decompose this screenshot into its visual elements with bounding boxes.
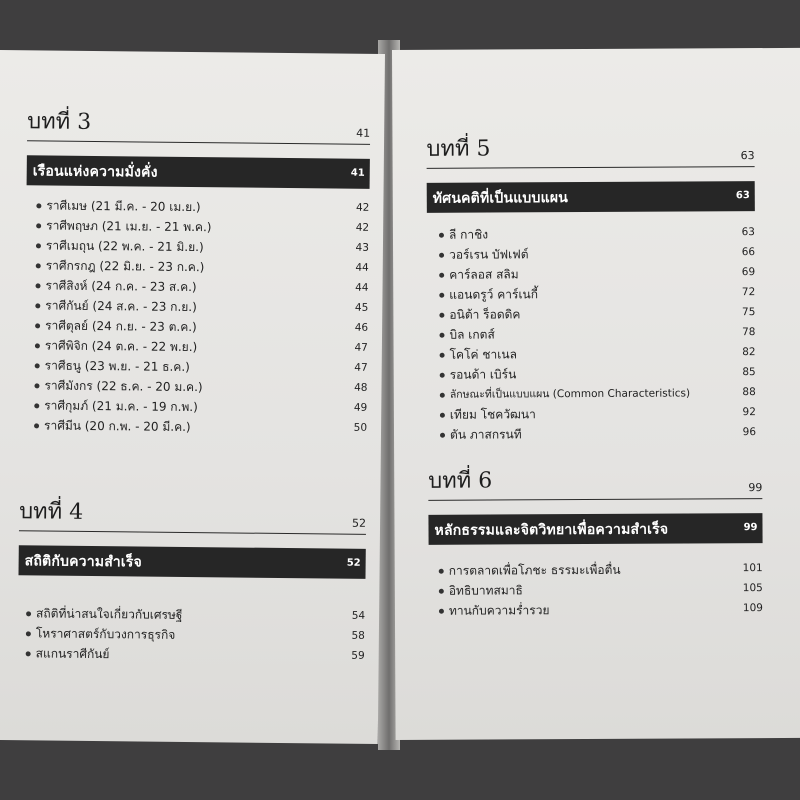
bullet-icon: [35, 343, 40, 348]
chapter-label: บทที่ 4: [19, 499, 84, 525]
bullet-icon: [35, 323, 40, 328]
list-item: ราศีกรกฎ (22 มิ.ย. - 23 ก.ค.) 44: [26, 255, 369, 279]
list-item: ตัน ภาสกรนที 96: [428, 423, 756, 445]
list-item: เทียม โชควัฒนา 92: [428, 403, 756, 425]
chapter-title-banner: [19, 545, 366, 579]
chapter-heading: [428, 464, 762, 501]
chapter-title-banner: [27, 155, 370, 189]
chapter-3: [24, 106, 370, 439]
bullet-icon: [26, 651, 31, 656]
chapter-label: บทที่ 3: [27, 109, 92, 135]
bullet-icon: [36, 283, 41, 288]
list-item: ราศีสิงห์ (24 ก.ค. - 23 ส.ค.) 44: [25, 275, 368, 299]
bullet-icon: [439, 253, 444, 258]
list-item: ราศีพิจิก (24 ต.ค. - 22 พ.ย.) 47: [25, 335, 368, 359]
list-item: วอร์เรน บัฟเฟต์ 66: [427, 243, 755, 265]
left-page: [0, 50, 385, 744]
bullet-icon: [439, 313, 444, 318]
list-item: สแกนราศีกันย์ 59: [18, 643, 365, 667]
list-item: แอนดรูว์ คาร์เนกี้ 72: [427, 283, 755, 305]
list-item: ทานกับความร่ำรวย 109: [429, 599, 763, 621]
chapter-6: [428, 464, 763, 621]
right-page: [392, 48, 800, 740]
bullet-icon: [440, 413, 445, 418]
chapter-title-page: 63: [735, 190, 750, 202]
bullet-icon: [440, 353, 445, 358]
bullet-icon: [439, 273, 444, 278]
bullet-icon: [36, 223, 41, 228]
bullet-icon: [36, 203, 41, 208]
list-item: สถิติที่น่าสนใจเกี่ยวกับเศรษฐี 54: [18, 603, 365, 627]
list-item: ราศีมังกร (22 ธ.ค. - 20 ม.ค.) 48: [24, 375, 367, 399]
chapter-page-number: 41: [356, 126, 371, 140]
toc-list: [429, 559, 763, 621]
list-item: โหราศาสตร์กับวงการธุรกิจ 58: [18, 623, 365, 647]
bullet-icon: [439, 293, 444, 298]
bullet-icon: [440, 433, 445, 438]
bullet-icon: [34, 403, 39, 408]
chapter-page-number: 63: [740, 149, 755, 163]
bullet-icon: [439, 589, 444, 594]
toc-list: [427, 223, 756, 445]
list-item: โคโค่ ชาเนล 82: [428, 343, 756, 365]
list-item: อิทธิบาทสมาธิ 105: [429, 579, 763, 601]
bullet-icon: [439, 233, 444, 238]
bullet-icon: [439, 609, 444, 614]
chapter-page-number: 99: [748, 481, 763, 495]
list-item: ราศีมีน (20 ก.พ. - 20 มี.ค.) 50: [24, 415, 367, 439]
chapter-title-banner: [428, 513, 762, 545]
chapter-title-page: 52: [346, 557, 361, 569]
list-item: ราศีตุลย์ (24 ก.ย. - 23 ต.ค.) 46: [25, 315, 368, 339]
bullet-icon: [35, 303, 40, 308]
list-item: รอนด้า เบิร์น 85: [428, 363, 756, 385]
bullet-icon: [440, 393, 445, 398]
list-item: ราศีกุมภ์ (21 ม.ค. - 19 ก.พ.) 49: [24, 395, 367, 419]
chapter-5: [426, 132, 756, 445]
list-item: การตลาดเพื่อโภชะ ธรรมะเพื่อตื่น 101: [429, 559, 763, 581]
chapter-title: ทัศนคติที่เป็นแบบแผน: [432, 190, 569, 207]
chapter-title: หลักธรรมและจิตวิทยาเพื่อความสำเร็จ: [434, 521, 669, 539]
bullet-icon: [34, 423, 39, 428]
bullet-icon: [34, 383, 39, 388]
chapter-title: เรือนแห่งความมั่งคั่ง: [32, 163, 158, 181]
bullet-icon: [440, 373, 445, 378]
chapter-heading: [19, 496, 366, 535]
bullet-icon: [439, 569, 444, 574]
bullet-icon: [439, 333, 444, 338]
chapter-4: [18, 496, 367, 667]
bullet-icon: [36, 243, 41, 248]
bullet-icon: [26, 611, 31, 616]
list-item: อนิต้า ร็อดดิค 75: [427, 303, 755, 325]
list-item: คาร์ลอส สลิม 69: [427, 263, 755, 285]
bullet-icon: [35, 363, 40, 368]
list-item: ลี กาชิง 63: [427, 223, 755, 245]
chapter-heading: [27, 106, 370, 145]
chapter-title-page: 41: [350, 167, 365, 179]
list-item: ลักษณะที่เป็นแบบแผน (Common Characteristics) 88: [428, 383, 756, 405]
chapter-label: บทที่ 6: [428, 468, 493, 494]
bullet-icon: [36, 263, 41, 268]
list-item: ราศีพฤษภ (21 เม.ย. - 21 พ.ค.) 42: [26, 215, 369, 239]
list-item: ราศีเมถุน (22 พ.ค. - 21 มิ.ย.) 43: [26, 235, 369, 259]
bullet-icon: [26, 631, 31, 636]
chapter-title: สถิติกับความสำเร็จ: [24, 553, 143, 571]
toc-list: [18, 603, 366, 667]
list-item: ราศีธนู (23 พ.ย. - 21 ธ.ค.) 47: [25, 355, 368, 379]
chapter-title-banner: [427, 181, 755, 213]
chapter-page-number: 52: [351, 516, 367, 530]
chapter-heading: [426, 132, 754, 169]
list-item: บิล เกตส์ 78: [427, 323, 755, 345]
chapter-title-page: 99: [743, 522, 758, 534]
list-item: ราศีเมษ (21 มี.ค. - 20 เม.ย.) 42: [26, 195, 369, 219]
list-item: ราศีกันย์ (24 ส.ค. - 23 ก.ย.) 45: [25, 295, 368, 319]
toc-list: [24, 195, 369, 439]
chapter-label: บทที่ 5: [426, 136, 491, 162]
